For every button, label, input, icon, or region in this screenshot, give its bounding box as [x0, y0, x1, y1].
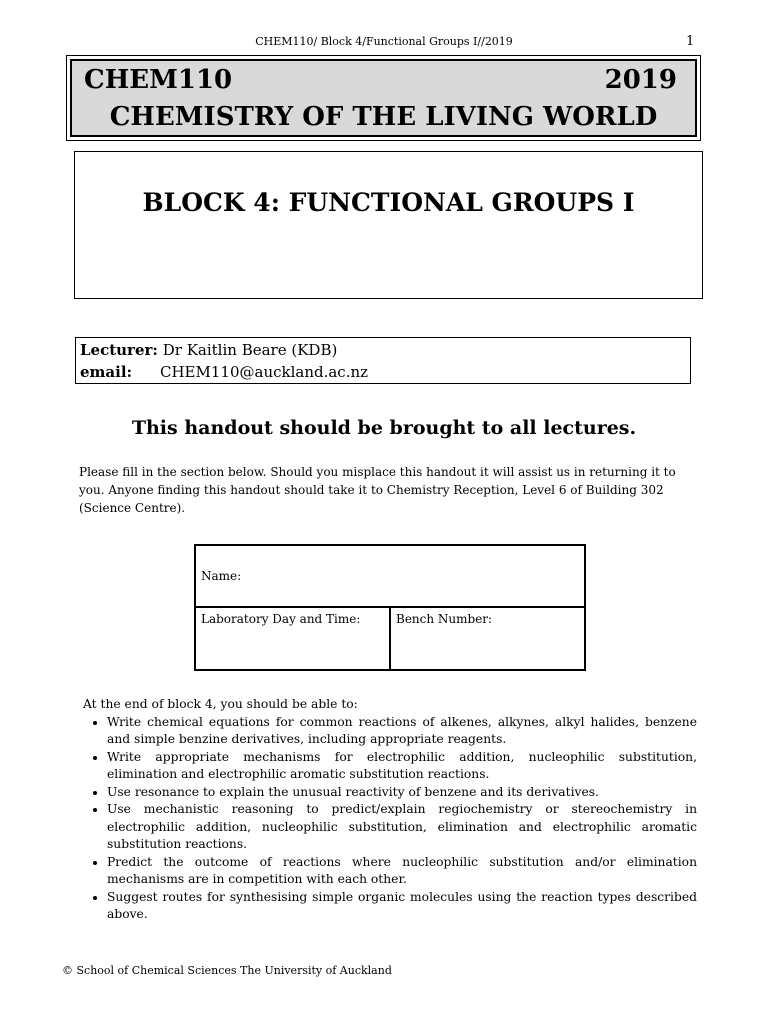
- email-label: email:: [80, 363, 133, 381]
- list-item: • Use mechanistic reasoning to predict/explain regiochemistry or stereochemistry in electrophilic addition, nucleophilic substitution, elimination and electrophilic aromatic substitution reactions.: [107, 801, 697, 854]
- course-header-box: [66, 55, 701, 141]
- name-field[interactable]: Name:: [195, 545, 585, 607]
- lecturer-label: Lecturer:: [80, 341, 158, 359]
- list-item: • Use resonance to explain the unusual reactivity of benzene and its derivatives.: [107, 784, 697, 802]
- course-year: 2019: [604, 65, 677, 95]
- email-address[interactable]: CHEM110@auckland.ac.nz: [160, 363, 369, 381]
- copyright-footer: © School of Chemical Sciences The University of Auckland: [62, 964, 392, 977]
- lecturer-name: Dr Kaitlin Beare (KDB): [162, 341, 338, 359]
- course-title: CHEMISTRY OF THE LIVING WORLD: [109, 102, 658, 132]
- course-header-inner: [70, 59, 697, 137]
- outcomes-list: [83, 714, 697, 924]
- bench-number-field[interactable]: Bench Number:: [390, 607, 585, 670]
- list-item: • Predict the outcome of reactions where nucleophilic substitution and/or elimination mechanisms are in competition with each other.: [107, 854, 697, 889]
- course-code: CHEM110: [84, 65, 233, 95]
- outcomes-intro: At the end of block 4, you should be able to:: [83, 697, 358, 711]
- list-item: • Write appropriate mechanisms for electrophilic addition, nucleophilic substitution, elimination and electrophilic aromatic substitution reactions.: [107, 749, 697, 784]
- learning-outcomes: [83, 696, 697, 924]
- block-title-box: [74, 151, 703, 299]
- lab-day-time-field[interactable]: Laboratory Day and Time:: [195, 607, 390, 670]
- handout-notice: This handout should be brought to all lectures.: [131, 417, 637, 439]
- list-item: • Suggest routes for synthesising simple organic molecules using the reaction types described above.: [107, 889, 697, 924]
- block-title: BLOCK 4: FUNCTIONAL GROUPS I: [142, 188, 635, 217]
- instructions-paragraph: Please fill in the section below. Should you misplace this handout it will assist us in returning it to you. Anyone finding this handout should take it to Chemistry Reception, Level 6 of Building 302 (Science Centre).: [79, 465, 676, 515]
- running-header: CHEM110/ Block 4/Functional Groups I//2019: [255, 35, 513, 48]
- lecturer-line: [80, 340, 686, 360]
- lecturer-box: [75, 337, 691, 384]
- student-details-form: [194, 544, 586, 671]
- list-item: • Write chemical equations for common reactions of alkenes, alkynes, alkyl halides, benzene and simple benzine derivatives, including appropriate reagents.: [107, 714, 697, 749]
- page-number: 1: [686, 34, 695, 49]
